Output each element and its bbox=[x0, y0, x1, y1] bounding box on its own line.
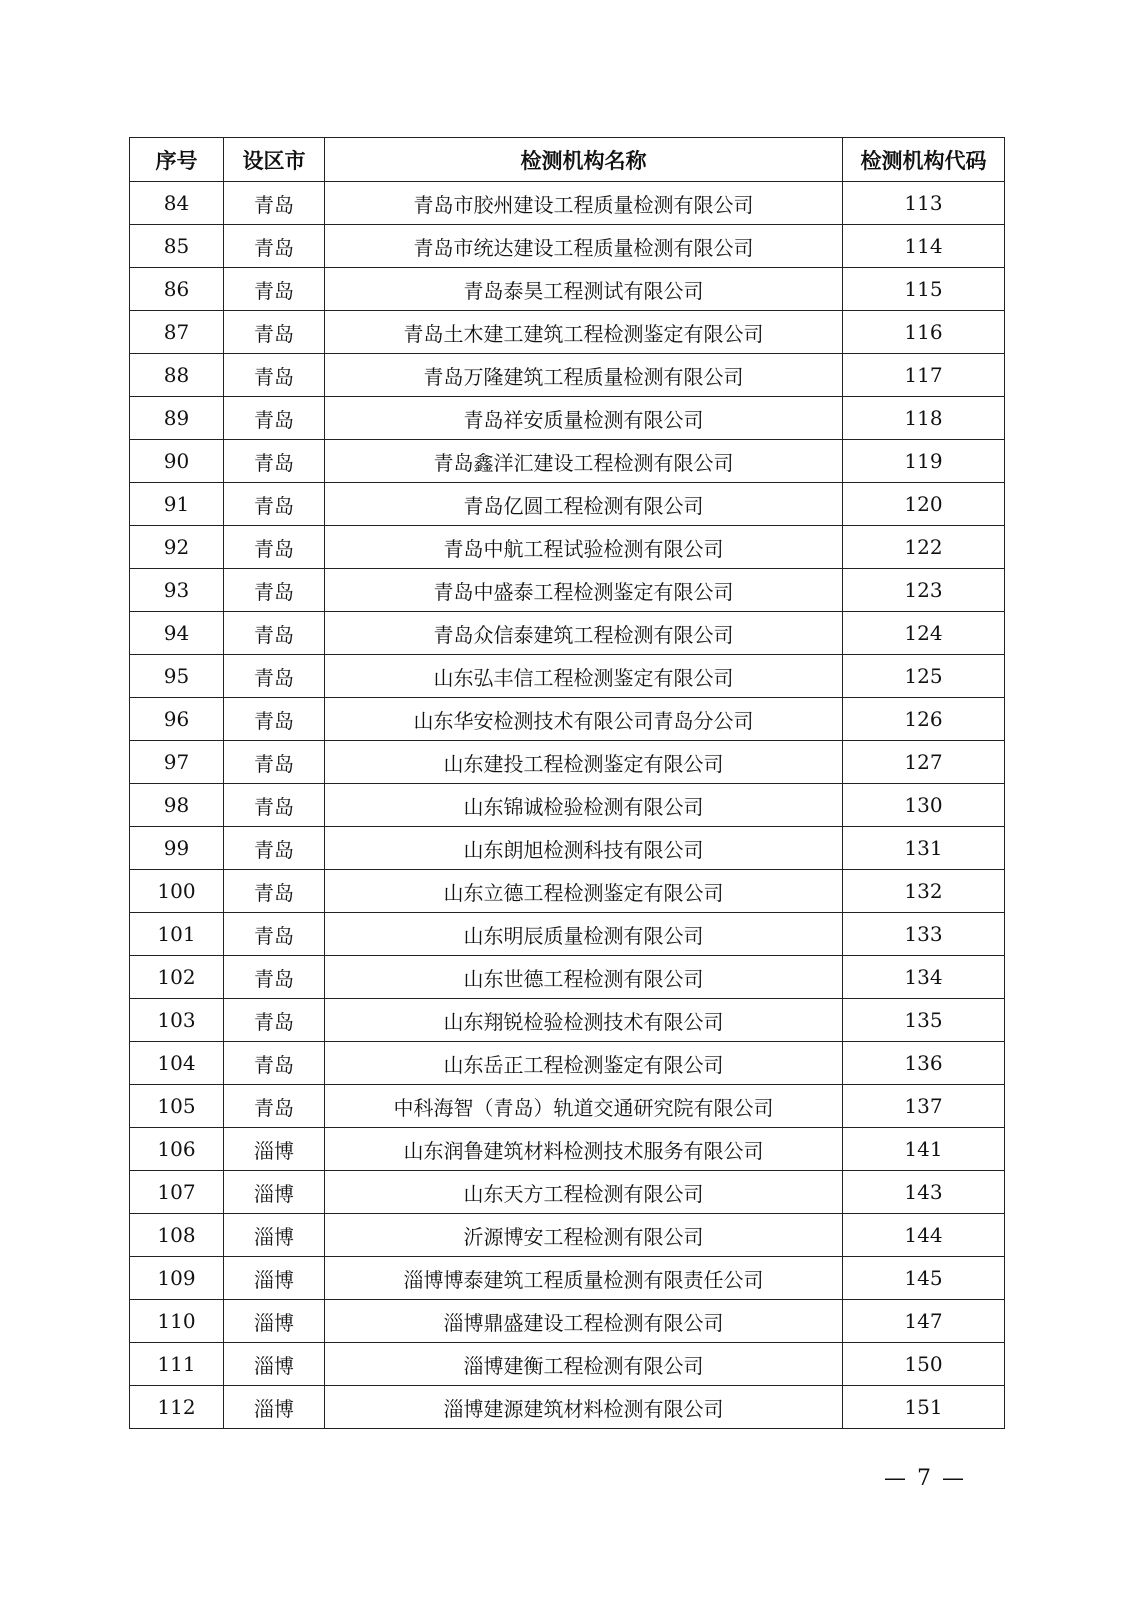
cell-code: 136 bbox=[843, 1042, 1005, 1085]
cell-code: 133 bbox=[843, 913, 1005, 956]
cell-code: 126 bbox=[843, 698, 1005, 741]
cell-code: 122 bbox=[843, 526, 1005, 569]
cell-code: 147 bbox=[843, 1300, 1005, 1343]
table-row bbox=[130, 913, 1005, 956]
table-row bbox=[130, 1214, 1005, 1257]
cell-seq: 102 bbox=[130, 956, 224, 999]
cell-city: 青岛 bbox=[224, 913, 325, 956]
cell-name: 青岛市胶州建设工程质量检测有限公司 bbox=[325, 182, 843, 225]
table-row bbox=[130, 956, 1005, 999]
cell-city: 青岛 bbox=[224, 827, 325, 870]
cell-seq: 98 bbox=[130, 784, 224, 827]
cell-name: 青岛祥安质量检测有限公司 bbox=[325, 397, 843, 440]
cell-city: 淄博 bbox=[224, 1386, 325, 1429]
cell-code: 123 bbox=[843, 569, 1005, 612]
cell-city: 青岛 bbox=[224, 612, 325, 655]
table-header bbox=[130, 138, 1005, 182]
cell-seq: 99 bbox=[130, 827, 224, 870]
cell-city: 淄博 bbox=[224, 1257, 325, 1300]
cell-name: 青岛土木建工建筑工程检测鉴定有限公司 bbox=[325, 311, 843, 354]
table-row bbox=[130, 268, 1005, 311]
cell-city: 青岛 bbox=[224, 1042, 325, 1085]
cell-seq: 104 bbox=[130, 1042, 224, 1085]
cell-seq: 86 bbox=[130, 268, 224, 311]
cell-seq: 107 bbox=[130, 1171, 224, 1214]
cell-code: 116 bbox=[843, 311, 1005, 354]
cell-name: 青岛泰昊工程测试有限公司 bbox=[325, 268, 843, 311]
table-row bbox=[130, 870, 1005, 913]
cell-seq: 111 bbox=[130, 1343, 224, 1386]
table-row bbox=[130, 1343, 1005, 1386]
cell-code: 135 bbox=[843, 999, 1005, 1042]
cell-city: 青岛 bbox=[224, 268, 325, 311]
cell-seq: 110 bbox=[130, 1300, 224, 1343]
cell-code: 119 bbox=[843, 440, 1005, 483]
cell-city: 青岛 bbox=[224, 655, 325, 698]
cell-code: 125 bbox=[843, 655, 1005, 698]
cell-code: 120 bbox=[843, 483, 1005, 526]
cell-city: 青岛 bbox=[224, 311, 325, 354]
table-row bbox=[130, 741, 1005, 784]
cell-city: 淄博 bbox=[224, 1214, 325, 1257]
cell-name: 山东建投工程检测鉴定有限公司 bbox=[325, 741, 843, 784]
cell-name: 青岛中航工程试验检测有限公司 bbox=[325, 526, 843, 569]
cell-city: 青岛 bbox=[224, 569, 325, 612]
table-row bbox=[130, 311, 1005, 354]
cell-name: 青岛市统达建设工程质量检测有限公司 bbox=[325, 225, 843, 268]
cell-code: 132 bbox=[843, 870, 1005, 913]
cell-name: 山东润鲁建筑材料检测技术服务有限公司 bbox=[325, 1128, 843, 1171]
cell-seq: 105 bbox=[130, 1085, 224, 1128]
cell-city: 淄博 bbox=[224, 1128, 325, 1171]
cell-city: 青岛 bbox=[224, 483, 325, 526]
cell-code: 131 bbox=[843, 827, 1005, 870]
cell-city: 青岛 bbox=[224, 397, 325, 440]
cell-name: 山东翔锐检验检测技术有限公司 bbox=[325, 999, 843, 1042]
cell-code: 117 bbox=[843, 354, 1005, 397]
cell-name: 山东弘丰信工程检测鉴定有限公司 bbox=[325, 655, 843, 698]
cell-seq: 84 bbox=[130, 182, 224, 225]
cell-city: 青岛 bbox=[224, 526, 325, 569]
table-row bbox=[130, 1386, 1005, 1429]
cell-city: 青岛 bbox=[224, 354, 325, 397]
cell-seq: 109 bbox=[130, 1257, 224, 1300]
cell-code: 127 bbox=[843, 741, 1005, 784]
cell-seq: 97 bbox=[130, 741, 224, 784]
cell-city: 青岛 bbox=[224, 1085, 325, 1128]
cell-name: 淄博博泰建筑工程质量检测有限责任公司 bbox=[325, 1257, 843, 1300]
cell-city: 青岛 bbox=[224, 956, 325, 999]
table-row bbox=[130, 612, 1005, 655]
cell-city: 淄博 bbox=[224, 1300, 325, 1343]
cell-seq: 91 bbox=[130, 483, 224, 526]
table-row bbox=[130, 999, 1005, 1042]
cell-seq: 93 bbox=[130, 569, 224, 612]
cell-code: 137 bbox=[843, 1085, 1005, 1128]
cell-name: 青岛万隆建筑工程质量检测有限公司 bbox=[325, 354, 843, 397]
table-row bbox=[130, 1300, 1005, 1343]
cell-name: 山东华安检测技术有限公司青岛分公司 bbox=[325, 698, 843, 741]
table-row bbox=[130, 225, 1005, 268]
table-row bbox=[130, 1042, 1005, 1085]
cell-city: 淄博 bbox=[224, 1343, 325, 1386]
cell-seq: 85 bbox=[130, 225, 224, 268]
table-row bbox=[130, 655, 1005, 698]
cell-seq: 95 bbox=[130, 655, 224, 698]
cell-city: 青岛 bbox=[224, 870, 325, 913]
header-row bbox=[130, 138, 1005, 182]
cell-code: 151 bbox=[843, 1386, 1005, 1429]
table-row bbox=[130, 526, 1005, 569]
header-name: 检测机构名称 bbox=[325, 138, 843, 182]
table-row bbox=[130, 182, 1005, 225]
page-number: — 7 — bbox=[884, 1466, 966, 1491]
cell-code: 113 bbox=[843, 182, 1005, 225]
table-row bbox=[130, 483, 1005, 526]
cell-seq: 96 bbox=[130, 698, 224, 741]
cell-code: 118 bbox=[843, 397, 1005, 440]
cell-name: 中科海智（青岛）轨道交通研究院有限公司 bbox=[325, 1085, 843, 1128]
cell-seq: 103 bbox=[130, 999, 224, 1042]
cell-code: 150 bbox=[843, 1343, 1005, 1386]
cell-name: 山东明辰质量检测有限公司 bbox=[325, 913, 843, 956]
cell-name: 淄博建源建筑材料检测有限公司 bbox=[325, 1386, 843, 1429]
cell-seq: 90 bbox=[130, 440, 224, 483]
table-row bbox=[130, 397, 1005, 440]
cell-name: 淄博鼎盛建设工程检测有限公司 bbox=[325, 1300, 843, 1343]
table-row bbox=[130, 1171, 1005, 1214]
table-row bbox=[130, 1128, 1005, 1171]
cell-name: 淄博建衡工程检测有限公司 bbox=[325, 1343, 843, 1386]
cell-seq: 88 bbox=[130, 354, 224, 397]
cell-name: 青岛鑫洋汇建设工程检测有限公司 bbox=[325, 440, 843, 483]
cell-name: 沂源博安工程检测有限公司 bbox=[325, 1214, 843, 1257]
cell-code: 144 bbox=[843, 1214, 1005, 1257]
cell-code: 143 bbox=[843, 1171, 1005, 1214]
cell-code: 145 bbox=[843, 1257, 1005, 1300]
testing-institutions-table bbox=[129, 137, 1005, 1429]
table-row bbox=[130, 440, 1005, 483]
cell-code: 141 bbox=[843, 1128, 1005, 1171]
table-row bbox=[130, 354, 1005, 397]
cell-city: 青岛 bbox=[224, 225, 325, 268]
table-body bbox=[130, 182, 1005, 1429]
cell-city: 青岛 bbox=[224, 440, 325, 483]
cell-city: 青岛 bbox=[224, 784, 325, 827]
header-seq: 序号 bbox=[130, 138, 224, 182]
cell-seq: 92 bbox=[130, 526, 224, 569]
header-city: 设区市 bbox=[224, 138, 325, 182]
cell-name: 青岛亿圆工程检测有限公司 bbox=[325, 483, 843, 526]
cell-seq: 101 bbox=[130, 913, 224, 956]
cell-seq: 94 bbox=[130, 612, 224, 655]
table-row bbox=[130, 827, 1005, 870]
cell-name: 山东岳正工程检测鉴定有限公司 bbox=[325, 1042, 843, 1085]
cell-seq: 106 bbox=[130, 1128, 224, 1171]
cell-name: 山东世德工程检测有限公司 bbox=[325, 956, 843, 999]
cell-seq: 89 bbox=[130, 397, 224, 440]
cell-name: 山东锦诚检验检测有限公司 bbox=[325, 784, 843, 827]
cell-seq: 87 bbox=[130, 311, 224, 354]
cell-code: 134 bbox=[843, 956, 1005, 999]
table-row bbox=[130, 1257, 1005, 1300]
table-row bbox=[130, 569, 1005, 612]
cell-city: 青岛 bbox=[224, 741, 325, 784]
cell-seq: 100 bbox=[130, 870, 224, 913]
cell-name: 山东天方工程检测有限公司 bbox=[325, 1171, 843, 1214]
cell-code: 115 bbox=[843, 268, 1005, 311]
cell-code: 124 bbox=[843, 612, 1005, 655]
cell-seq: 108 bbox=[130, 1214, 224, 1257]
cell-name: 青岛众信泰建筑工程检测有限公司 bbox=[325, 612, 843, 655]
cell-city: 青岛 bbox=[224, 182, 325, 225]
cell-seq: 112 bbox=[130, 1386, 224, 1429]
table-row bbox=[130, 698, 1005, 741]
cell-name: 山东朗旭检测科技有限公司 bbox=[325, 827, 843, 870]
table-row bbox=[130, 784, 1005, 827]
cell-name: 山东立德工程检测鉴定有限公司 bbox=[325, 870, 843, 913]
cell-city: 青岛 bbox=[224, 999, 325, 1042]
cell-city: 青岛 bbox=[224, 698, 325, 741]
header-code: 检测机构代码 bbox=[843, 138, 1005, 182]
table-row bbox=[130, 1085, 1005, 1128]
cell-code: 114 bbox=[843, 225, 1005, 268]
cell-name: 青岛中盛泰工程检测鉴定有限公司 bbox=[325, 569, 843, 612]
cell-city: 淄博 bbox=[224, 1171, 325, 1214]
cell-code: 130 bbox=[843, 784, 1005, 827]
